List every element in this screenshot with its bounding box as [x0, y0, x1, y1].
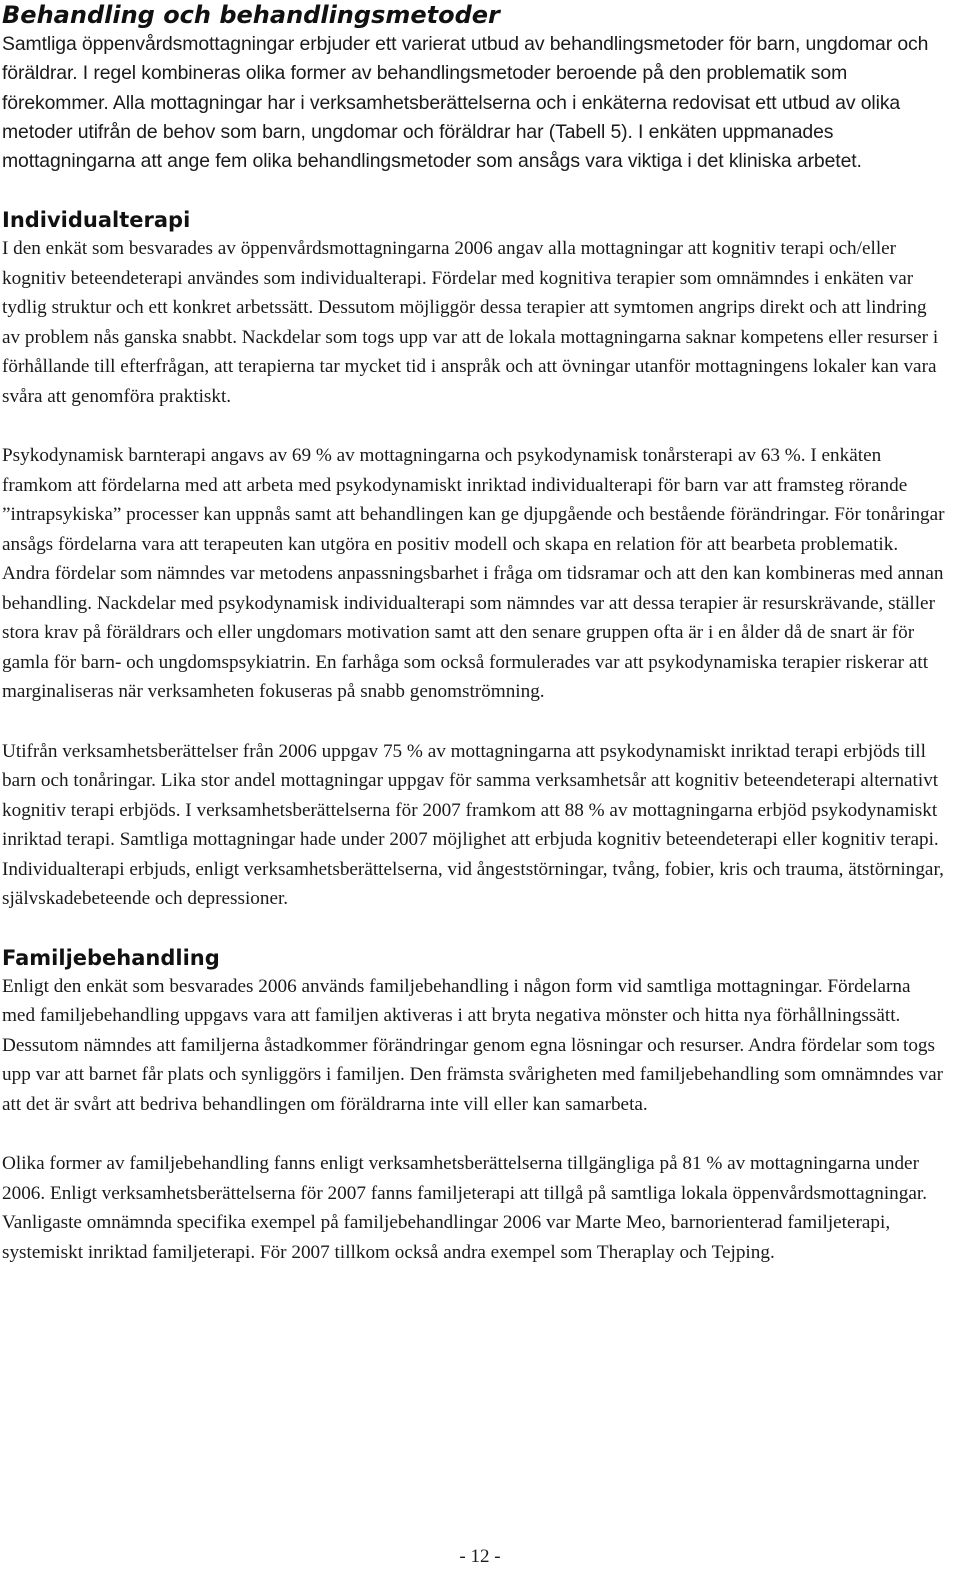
spacer [2, 1119, 948, 1149]
paragraph: Olika former av familjebehandling fanns enligt verksamhetsberättelserna tillgängliga på 81 % av mottagningarna under 2006. Enligt verksamhetsberättelserna för 2007 fanns familjeterapi att tillgå på samtliga lokala öppenvårdsmottagningar. Vanligaste omnämnda specifika exempel på familjebehandlingar 2006 var Marte Meo, barnorienterad familjeterapi, systemiskt inriktad familjeterapi. För 2007 tillkom också andra exempel som Theraplay och Tejping. [2, 1153, 927, 1263]
spacer [2, 914, 948, 944]
intro-paragraph: Samtliga öppenvårdsmottagningar erbjuder ett varierat utbud av behandlingsmetoder för barn, ungdomar och föräldrar. I regel kombineras olika former av behandlingsmetoder beroende på den problematik som förekommer. Alla mottagningar har i verksamhetsberättelserna och i enkäterna redovisat ett utbud av olika metoder utifrån de behov som barn, ungdomar och föräldrar har (Tabell 5). I enkäten uppmanades mottagningarna att ange fem olika behandlingsmetoder som ansågs vara viktiga i det kliniska arbetet. [2, 33, 929, 173]
section-heading-familjebehandling: Familjebehandling [2, 945, 220, 970]
main-heading: Behandling och behandlingsmetoder [2, 1, 500, 29]
section-heading-individualterapi: Individualterapi [2, 208, 191, 233]
section-familjebehandling [2, 944, 948, 1268]
paragraph: Enligt den enkät som besvarades 2006 används familjebehandling i någon form vid samtliga mottagningar. Fördelarna med familjebehandling uppgavs vara att familjen aktiveras i att bryta negativa mönster och hitta nya förhållningssätt. Dessutom nämndes att familjerna åstadkommer förändringar genom egna lösningar och resurser. Andra fördelar som togs upp var att barnet får plats och synliggörs i familjen. Den främsta svårigheten med familjebehandling som omnämndes var att det är svårt att bedriva behandlingen om föräldrarna inte vill eller kan samarbeta. [2, 975, 943, 1115]
section-individualterapi [2, 206, 948, 914]
spacer [2, 176, 948, 206]
paragraph: Psykodynamisk barnterapi angavs av 69 % av mottagningarna och psykodynamisk tonårsterapi av 63 %. I enkäten framkom att fördelarna med att arbeta med psykodynamiskt inriktad individualterapi för barn var att framsteg rörande ”intrapsykiska” processer kan uppnås samt att behandlingen kan ge djupgående och bestående förändringar. För tonåringar ansågs fördelarna vara att terapeuten kan utgöra en positiv modell och skapa en relation för att bearbeta problematik. Andra fördelar som nämndes var metodens anpassningsbarhet i fråga om tidsramar och att den kan kombineras med annan behandling. Nackdelar med psykodynamisk individualterapi som nämndes var att dessa terapier är resurskrävande, ställer stora krav på föräldrars och eller ungdomars motivation samt att den senare gruppen ofta är i en ålder då de snart är för gamla för barn- och ungdomspsykiatrin. En farhåga som också formulerades var att psykodynamiska terapier riskerar att marginaliseras när verksamheten fokuseras på snabb genomströmning. [2, 445, 945, 703]
page-number: - 12 - [459, 1546, 501, 1567]
intro-section [2, 30, 948, 176]
paragraph: I den enkät som besvarades av öppenvårdsmottagningarna 2006 angav alla mottagningar att kognitiv terapi och/eller kognitiv beteendeterapi användes som individualterapi. Fördelar med kognitiva terapier som omnämndes i enkäten var tydlig struktur och ett konkret arbetssätt. Dessutom möjliggör dessa terapier att symtomen angrips direkt och att lindring av problem nås ganska snabbt. Nackdelar som togs upp var att de lokala mottagningarna saknar kompetens eller resurser i förhållande till efterfrågan, att terapierna tar mycket tid i anspråk och att övningar utanför mottagningens lokaler kan vara svåra att genomföra praktiskt. [2, 238, 939, 407]
spacer [2, 411, 948, 441]
paragraph: Utifrån verksamhetsberättelser från 2006 uppgav 75 % av mottagningarna att psykodynamiskt inriktad terapi erbjöds till barn och tonåringar. Lika stor andel mottagningar uppgav för samma verksamhetsår att kognitiv beteendeterapi alternativt kognitiv terapi erbjöds. I verksamhetsberättelserna för 2007 framkom att 88 % av mottagningarna erbjöd psykodynamiskt inriktad terapi. Samtliga mottagningar hade under 2007 möjlighet att erbjuda kognitiv beteendeterapi eller kognitiv terapi. Individualterapi erbjuds, enligt verksamhetsberättelserna, vid ångeststörningar, tvång, fobier, kris och trauma, ätstörningar, självskadebeteende och depressioner. [2, 740, 944, 910]
spacer [2, 707, 948, 737]
